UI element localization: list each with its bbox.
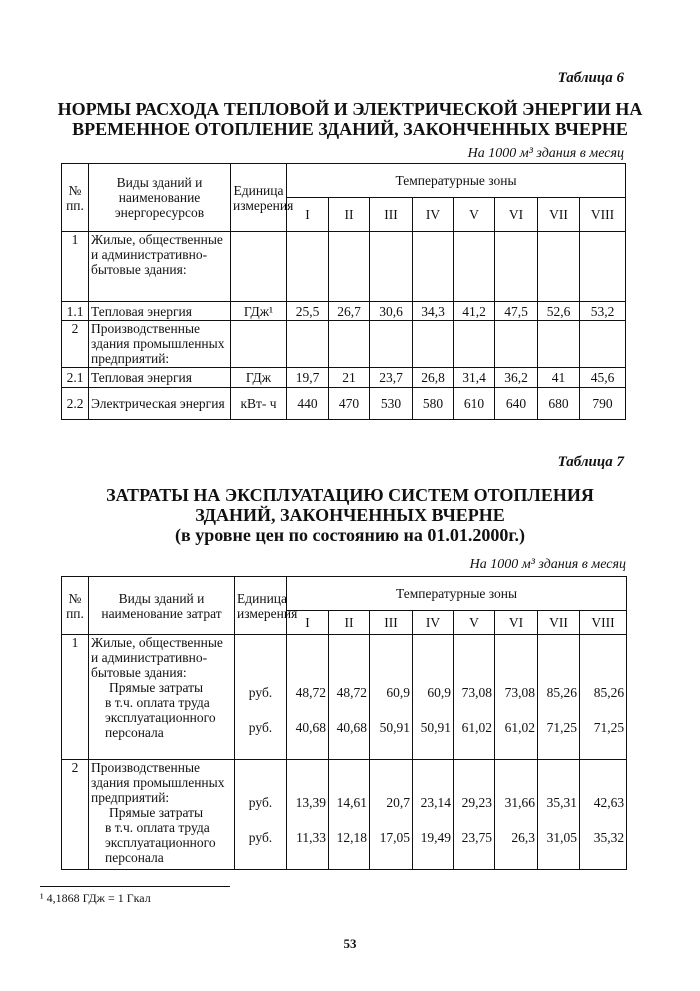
table6: [61, 163, 626, 420]
row-value: [538, 232, 580, 302]
row-num: 2.2: [62, 388, 89, 420]
row-value: 40,68: [295, 720, 326, 735]
table6-header-type: Виды зданий и наименование энергоресурсов: [89, 164, 231, 232]
row-value: 85,26: [546, 685, 577, 700]
table-row: [62, 232, 626, 302]
table7-title-line3: (в уровне цен по состоянию на 01.01.2000г.): [175, 525, 525, 545]
table7-zone-label: II: [329, 611, 370, 635]
row-value: 48,72: [295, 685, 326, 700]
table6-header-zones: Температурные зоны: [287, 164, 626, 198]
table7-header-zones: Температурные зоны: [287, 577, 627, 611]
row-value: 71,25: [593, 720, 625, 735]
table6-caption: Таблица 6: [557, 70, 624, 86]
row-value: [413, 321, 454, 368]
row-value: 45,6: [580, 368, 626, 388]
row-value: 73,08: [504, 685, 535, 700]
row-value: 35,31: [546, 795, 577, 810]
table6-zone-label: VIII: [580, 198, 626, 232]
row-num: 1.1: [62, 302, 89, 321]
table7-zone-label: I: [287, 611, 329, 635]
row-unit: [231, 321, 287, 368]
table6-unit-note: На 1000 м³ здания в месяц: [467, 146, 624, 161]
row-value: 60,9: [427, 685, 451, 700]
row-num: 2: [62, 321, 89, 368]
table-row: [62, 760, 627, 870]
row-value: 610: [454, 388, 495, 420]
table6-title: [40, 99, 660, 139]
row-value: 31,05: [546, 830, 577, 845]
row-unit: руб.: [248, 830, 273, 845]
row-value: 23,75: [461, 830, 492, 845]
row-value: 61,02: [461, 720, 492, 735]
row-value: 19,7: [287, 368, 329, 388]
row-value: [454, 321, 495, 368]
row-value: 13,39: [295, 795, 326, 810]
row-value: 34,3: [413, 302, 454, 321]
row-num: 2.1: [62, 368, 89, 388]
group-name: Производственные здания промышленных предприятий:: [91, 760, 225, 805]
row-value: 30,6: [370, 302, 413, 321]
row-value: [495, 321, 538, 368]
row-value: 50,91: [420, 720, 451, 735]
row-value: 52,6: [538, 302, 580, 321]
row-value: 12,18: [336, 830, 367, 845]
row-value: 640: [495, 388, 538, 420]
unit-cell: [235, 635, 287, 760]
row-value: 680: [538, 388, 580, 420]
row-value: [329, 232, 370, 302]
table7-zone-label: VI: [495, 611, 538, 635]
row-name: Прямые затраты: [109, 680, 204, 695]
group-name: Жилые, общественные и административно-бытовые здания:: [91, 635, 223, 680]
row-value: 48,72: [336, 685, 367, 700]
table6-title-line1: НОРМЫ РАСХОДА ТЕПЛОВОЙ И ЭЛЕКТРИЧЕСКОЙ ЭНЕРГИИ НА: [57, 99, 643, 119]
table7-title: [40, 485, 660, 545]
row-value: 71,25: [546, 720, 577, 735]
row-value: 790: [580, 388, 626, 420]
row-value: [495, 232, 538, 302]
table7: [61, 576, 627, 870]
row-name: Производственные здания промышленных предприятий:: [89, 321, 231, 368]
row-value: 20,7: [386, 795, 410, 810]
row-num: 1: [62, 232, 89, 302]
row-value: 53,2: [580, 302, 626, 321]
table7-zone-label: V: [454, 611, 495, 635]
row-unit: руб.: [248, 685, 273, 700]
group-num: 2: [62, 760, 89, 870]
row-value: 11,33: [296, 830, 326, 845]
row-unit: ГДж¹: [231, 302, 287, 321]
row-value: 41,2: [454, 302, 495, 321]
row-value: 35,32: [593, 830, 625, 845]
table6-title-line2: ВРЕМЕННОЕ ОТОПЛЕНИЕ ЗДАНИЙ, ЗАКОНЧЕННЫХ ВЧЕРНЕ: [72, 119, 628, 139]
row-value: [287, 321, 329, 368]
table7-header-type: Виды зданий и наименование затрат: [89, 577, 235, 635]
group-num: 1: [62, 635, 89, 760]
table6-zone-label: VI: [495, 198, 538, 232]
footnote: ¹ 4,1868 ГДж = 1 Гкал: [40, 891, 151, 905]
table-row: [62, 635, 627, 760]
row-value: 17,05: [379, 830, 410, 845]
row-value: [370, 321, 413, 368]
row-value: 42,63: [593, 795, 625, 810]
row-value: 21: [329, 368, 370, 388]
table7-zone-label: VII: [538, 611, 580, 635]
unit-cell: [235, 760, 287, 870]
row-value: 26,3: [511, 830, 535, 845]
row-value: 31,4: [454, 368, 495, 388]
row-unit: руб.: [248, 795, 273, 810]
row-value: 61,02: [504, 720, 535, 735]
row-value: 530: [370, 388, 413, 420]
row-value: 29,23: [461, 795, 492, 810]
table6-header-unit: Единица измерения: [231, 164, 287, 232]
table7-zone-label: IV: [413, 611, 454, 635]
table7-unit-note: На 1000 м³ здания в месяц: [469, 557, 626, 572]
table7-caption: Таблица 7: [557, 454, 624, 470]
row-unit: ГДж: [231, 368, 287, 388]
table-row: [62, 321, 626, 368]
row-name: в т.ч. оплата труда эксплуатационного персонала: [105, 695, 216, 740]
row-value: 23,14: [420, 795, 451, 810]
table7-zone-label: III: [370, 611, 413, 635]
row-name: Тепловая энергия: [89, 302, 231, 321]
row-value: 41: [538, 368, 580, 388]
group-cell: [89, 635, 235, 760]
table6-zone-label: I: [287, 198, 329, 232]
table7-header-num: № пп.: [62, 577, 89, 635]
group-cell: [89, 760, 235, 870]
table-row: [62, 302, 626, 321]
table6-header-num: № пп.: [62, 164, 89, 232]
table6-zone-label: III: [370, 198, 413, 232]
row-value: 26,7: [329, 302, 370, 321]
row-value: [538, 321, 580, 368]
row-value: [329, 321, 370, 368]
row-value: [580, 321, 626, 368]
table7-zone-label: VIII: [580, 611, 627, 635]
row-value: [287, 232, 329, 302]
row-name: Жилые, общественные и административно-бытовые здания:: [89, 232, 231, 302]
table-row: [62, 388, 626, 420]
page-number: 53: [343, 936, 357, 951]
row-name: в т.ч. оплата труда эксплуатационного персонала: [105, 820, 216, 865]
table6-zone-label: IV: [413, 198, 454, 232]
row-unit: руб.: [248, 720, 273, 735]
row-value: 47,5: [495, 302, 538, 321]
row-value: 50,91: [379, 720, 410, 735]
row-name: Тепловая энергия: [89, 368, 231, 388]
row-value: 14,61: [336, 795, 367, 810]
row-value: [580, 232, 626, 302]
row-name: Прямые затраты: [109, 805, 204, 820]
row-value: 60,9: [386, 685, 410, 700]
row-name: Электрическая энергия: [89, 388, 231, 420]
row-unit: [231, 232, 287, 302]
row-unit: кВт- ч: [231, 388, 287, 420]
row-value: 36,2: [495, 368, 538, 388]
row-value: 19,49: [420, 830, 451, 845]
table6-zone-label: VII: [538, 198, 580, 232]
row-value: [413, 232, 454, 302]
table7-title-line2: ЗДАНИЙ, ЗАКОНЧЕННЫХ ВЧЕРНЕ: [195, 505, 505, 525]
table6-zone-label: II: [329, 198, 370, 232]
row-value: 440: [287, 388, 329, 420]
row-value: 26,8: [413, 368, 454, 388]
row-value: 85,26: [593, 685, 625, 700]
row-value: 23,7: [370, 368, 413, 388]
row-value: 73,08: [461, 685, 492, 700]
row-value: 580: [413, 388, 454, 420]
row-value: 25,5: [287, 302, 329, 321]
row-value: 31,66: [504, 795, 535, 810]
row-value: [454, 232, 495, 302]
row-value: 470: [329, 388, 370, 420]
row-value: [370, 232, 413, 302]
footnote-divider: [40, 886, 230, 887]
table7-header-unit: Единица измерения: [235, 577, 287, 635]
table7-title-line1: ЗАТРАТЫ НА ЭКСПЛУАТАЦИЮ СИСТЕМ ОТОПЛЕНИЯ: [106, 485, 594, 505]
table6-zone-label: V: [454, 198, 495, 232]
row-value: 40,68: [336, 720, 367, 735]
table-row: [62, 368, 626, 388]
